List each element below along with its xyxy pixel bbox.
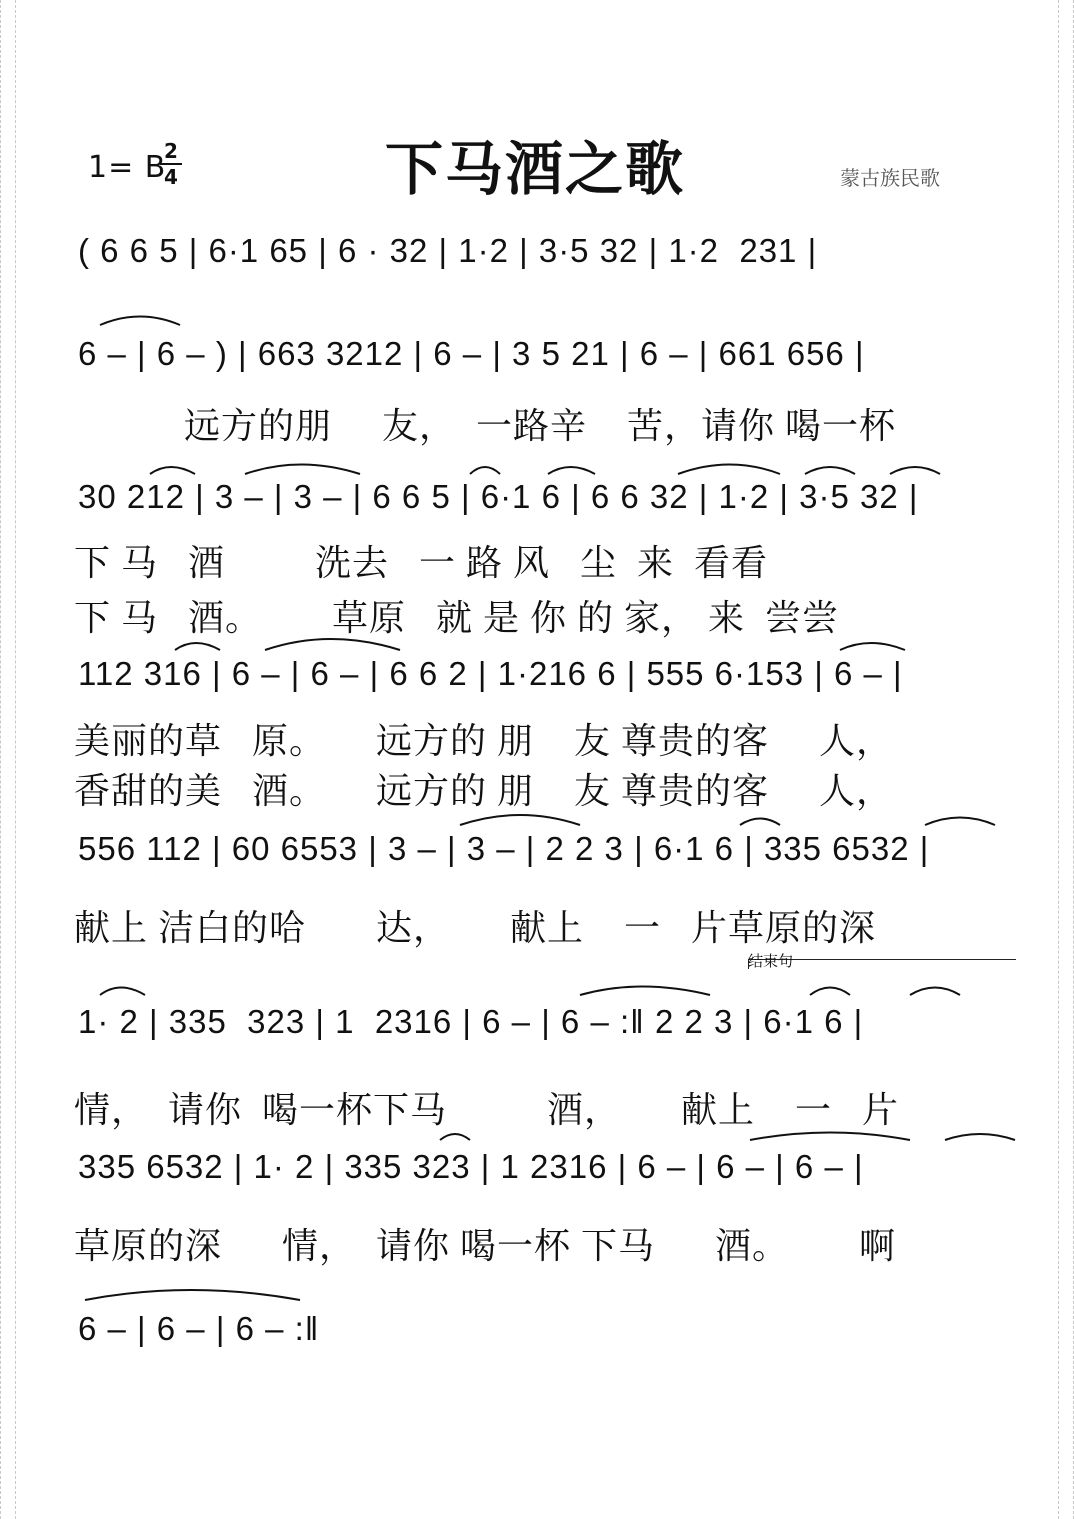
lyric-row-4-verse-2: 香甜的美 酒。 远方的 朋 友 尊贵的客 人， — [74, 771, 894, 811]
notation-row-3: 30 212 | 3 – | 3 – | 6 6 5 | 6·1 6 | 6 6 32 | 1·2 | 3·5 32 | — [78, 478, 919, 515]
song-origin: 蒙古族民歌 — [840, 166, 940, 190]
lyric-row-2: 远方的朋 友， 一路辛 苦，请你 喝一杯 — [74, 406, 897, 446]
time-denominator: 4 — [164, 165, 178, 189]
ending-phrase-label: 结束句 — [748, 952, 794, 970]
lyric-row-7: 草原的深 情， 请你 喝一杯 下马 酒。 啊 — [74, 1226, 897, 1266]
notation-row-4: 112 316 | 6 – | 6 – | 6 6 2 | 1·216 6 | 555 6·153 | 6 – | — [78, 655, 903, 692]
notation-row-8: 6 – | 6 – | 6 – :‖ — [78, 1310, 320, 1347]
notation-row-2: 6 – | 6 – ) | 663 3212 | 6 – | 3 5 21 | 6 – | 661 656 | — [78, 335, 865, 372]
time-numerator: 2 — [164, 139, 178, 163]
lyric-row-3-verse-2: 下 马 酒。 草原 就 是 你 的 家， 来 尝尝 — [74, 598, 840, 638]
lyric-row-5: 献上 洁白的哈 达， 献上 一 片草原的深 — [74, 908, 877, 948]
song-title: 下马酒之歌 — [385, 135, 686, 203]
notation-row-5: 556 112 | 60 6553 | 3 – | 3 – | 2 2 3 | 6·1 6 | 335 6532 | — [78, 830, 930, 867]
notation-row-6: 1· 2 | 335 323 | 1 2316 | 6 – | 6 – :‖ 2 2 3 | 6·1 6 | — [78, 1003, 864, 1040]
lyric-row-6: 情， 请你 喝一杯下马 酒， 献上 一 片 — [74, 1090, 900, 1130]
notation-row-1: ( 6 6 5 | 6·1 65 | 6 · 32 | 1·2 | 3·5 32 | 1·2 231 | — [78, 232, 818, 269]
key-signature: 1= B — [88, 150, 167, 185]
lyric-row-4-verse-1: 美丽的草 原。 远方的 朋 友 尊贵的客 人， — [74, 721, 894, 761]
notation-row-7: 335 6532 | 1· 2 | 335 323 | 1 2316 | 6 – | 6 – | 6 – | — [78, 1148, 864, 1185]
lyric-row-3-verse-1: 下 马 酒 洗去 一 路 风 尘 来 看看 — [74, 543, 769, 583]
